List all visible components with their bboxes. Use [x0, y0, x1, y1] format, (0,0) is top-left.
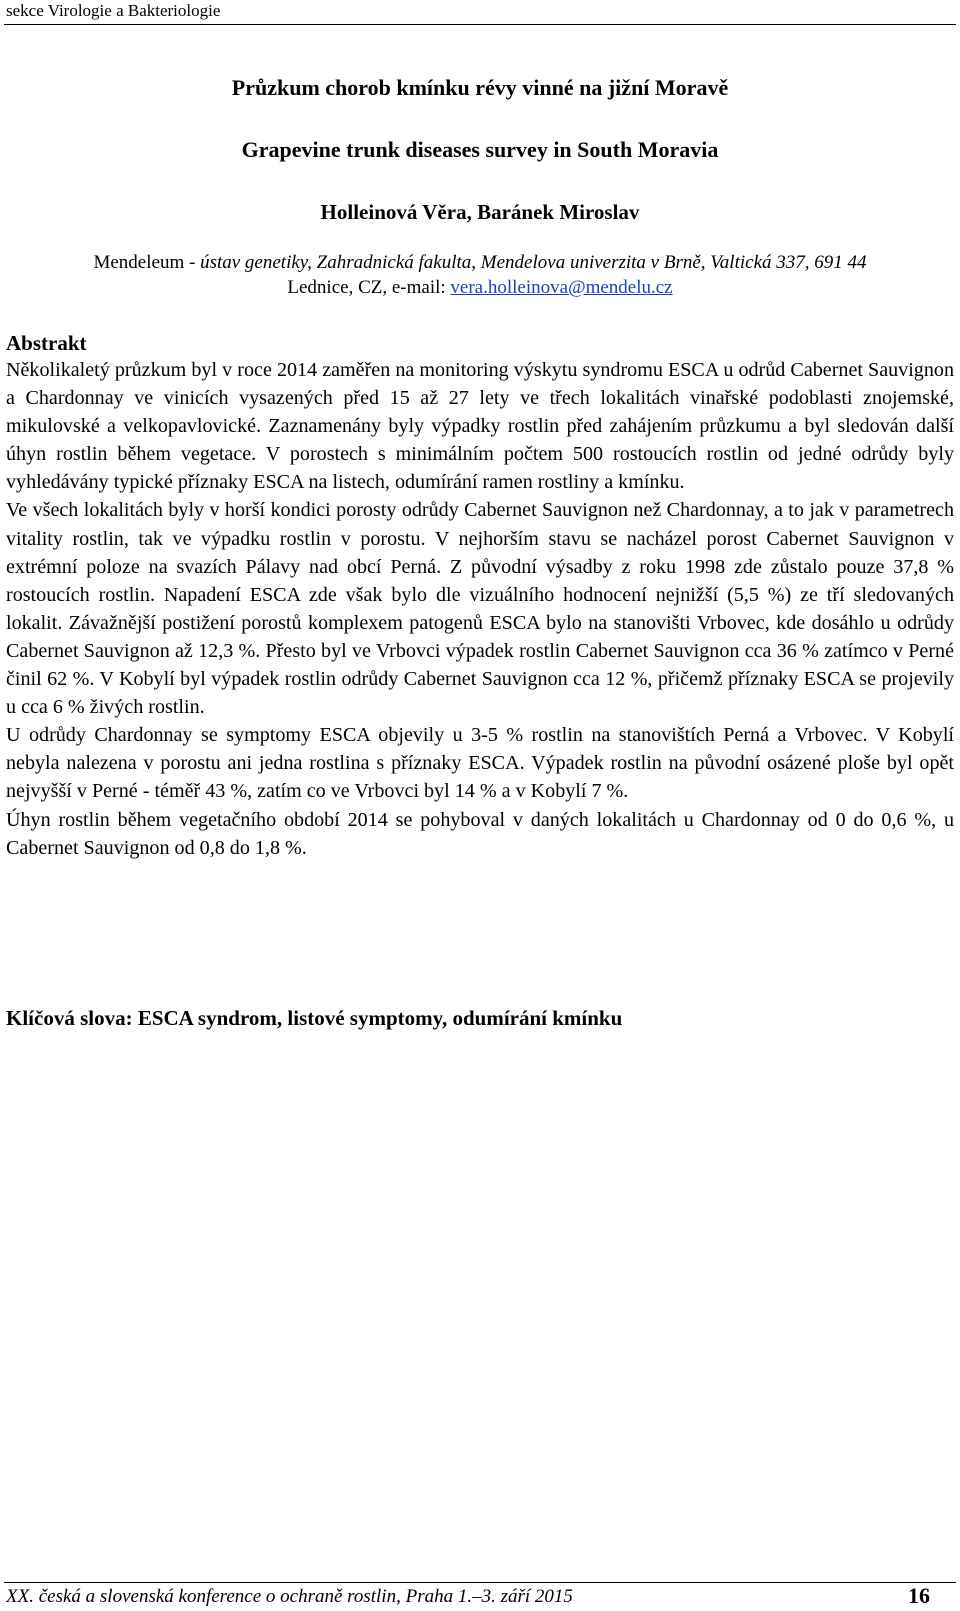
- affiliation-line-2: [0, 275, 960, 300]
- abstract-paragraph: Úhyn rostlin během vegetačního období 2014 se pohyboval v daných lokalitách u Chardonnay od 0 do 0,6 %, u Cabernet Sauvignon od 0,8 do 1,8 %.: [6, 808, 954, 859]
- header-divider: [4, 24, 956, 25]
- affiliation-line-1: [0, 250, 960, 275]
- page-number: 16: [908, 1583, 930, 1608]
- title-czech: Průzkum chorob kmínku révy vinné na jižní Moravě: [231, 75, 729, 100]
- footer-conference: XX. česká a slovenská konference o ochraně rostlin, Praha 1.–3. září 2015: [6, 1586, 573, 1607]
- authors: Holleinová Věra, Baránek Miroslav: [320, 200, 640, 224]
- abstract-paragraph: U odrůdy Chardonnay se symptomy ESCA objevily u 3-5 % rostlin na stanovištích Perná a Vrbovec. V Kobylí nebyla nalezena v porostu ani jedna rostlina s příznaky ESCA. Výpadek rostlin na původní osázené ploše byl opět nejvyšší v Perné - téměř 43 %, zatím co ve Vrbovci byl 14 % a v Kobylí 7 %.: [6, 724, 954, 803]
- abstract-paragraph: Ve všech lokalitách byly v horší kondici porosty odrůdy Cabernet Sauvignon než Chardonnay, a to jak v parametrech vitality rostlin, tak ve výpadku rostlin v porostu. V nejhorším stavu se nacházel porost Cabernet Sauvignon v extrémní poloze na svazích Pálavy nad obcí Perná. Z původní výsadby z roku 1998 zde zůstalo pouze 37,8 % rostoucích rostlin. Napadení ESCA zde však bylo dle vizuálního hodnocení nejnižší (5,5 %) ze tří sledovaných lokalit. Závažnější postižení porostů komplexem patogenů ESCA bylo na stanovišti Vrbovec, kde dosáhlo u odrůdy Cabernet Sauvignon až 12,3 %. Přesto byl ve Vrbovci výpadek rostlin Cabernet Sauvignon cca 36 % zatímco v Perné činil 62 %. V Kobylí byl výpadek rostlin odrůdy Cabernet Sauvignon cca 12 %, přičemž příznaky ESCA se projevily u cca 6 % živých rostlin.: [6, 499, 954, 719]
- affiliation-institute: Mendeleum -: [93, 252, 201, 273]
- footer-divider: [4, 1582, 956, 1583]
- affiliation-address: ústav genetiky, Zahradnická fakulta, Mendelova univerzita v Brně, Valtická 337, 691 44: [200, 252, 867, 273]
- abstract-body: [6, 356, 954, 862]
- abstract-heading: Abstrakt: [6, 331, 87, 355]
- title-english: Grapevine trunk diseases survey in South Moravia: [241, 137, 719, 162]
- email-link[interactable]: vera.holleinova@mendelu.cz: [450, 277, 673, 298]
- affiliation-location: Lednice, CZ, e-mail:: [287, 277, 451, 298]
- running-head: sekce Virologie a Bakteriologie: [6, 1, 221, 20]
- keywords: Klíčová slova: ESCA syndrom, listové symptomy, odumírání kmínku: [6, 1006, 623, 1030]
- abstract-paragraph: Několikaletý průzkum byl v roce 2014 zaměřen na monitoring výskytu syndromu ESCA u odrůd Cabernet Sauvignon a Chardonnay ve vinicích vysazených před 15 až 27 lety ve třech lokalitách vinařské podoblasti znojemské, mikulovské a velkopavlovické. Zaznamenány byly výpadky rostlin před zahájením průzkumu a byl sledován další úhyn rostlin během vegetace. V porostech s minimálním počtem 500 rostoucích rostlin od jedné odrůdy byly vyhledávány typické příznaky ESCA na listech, odumírání ramen rostliny a kmínku.: [6, 359, 954, 494]
